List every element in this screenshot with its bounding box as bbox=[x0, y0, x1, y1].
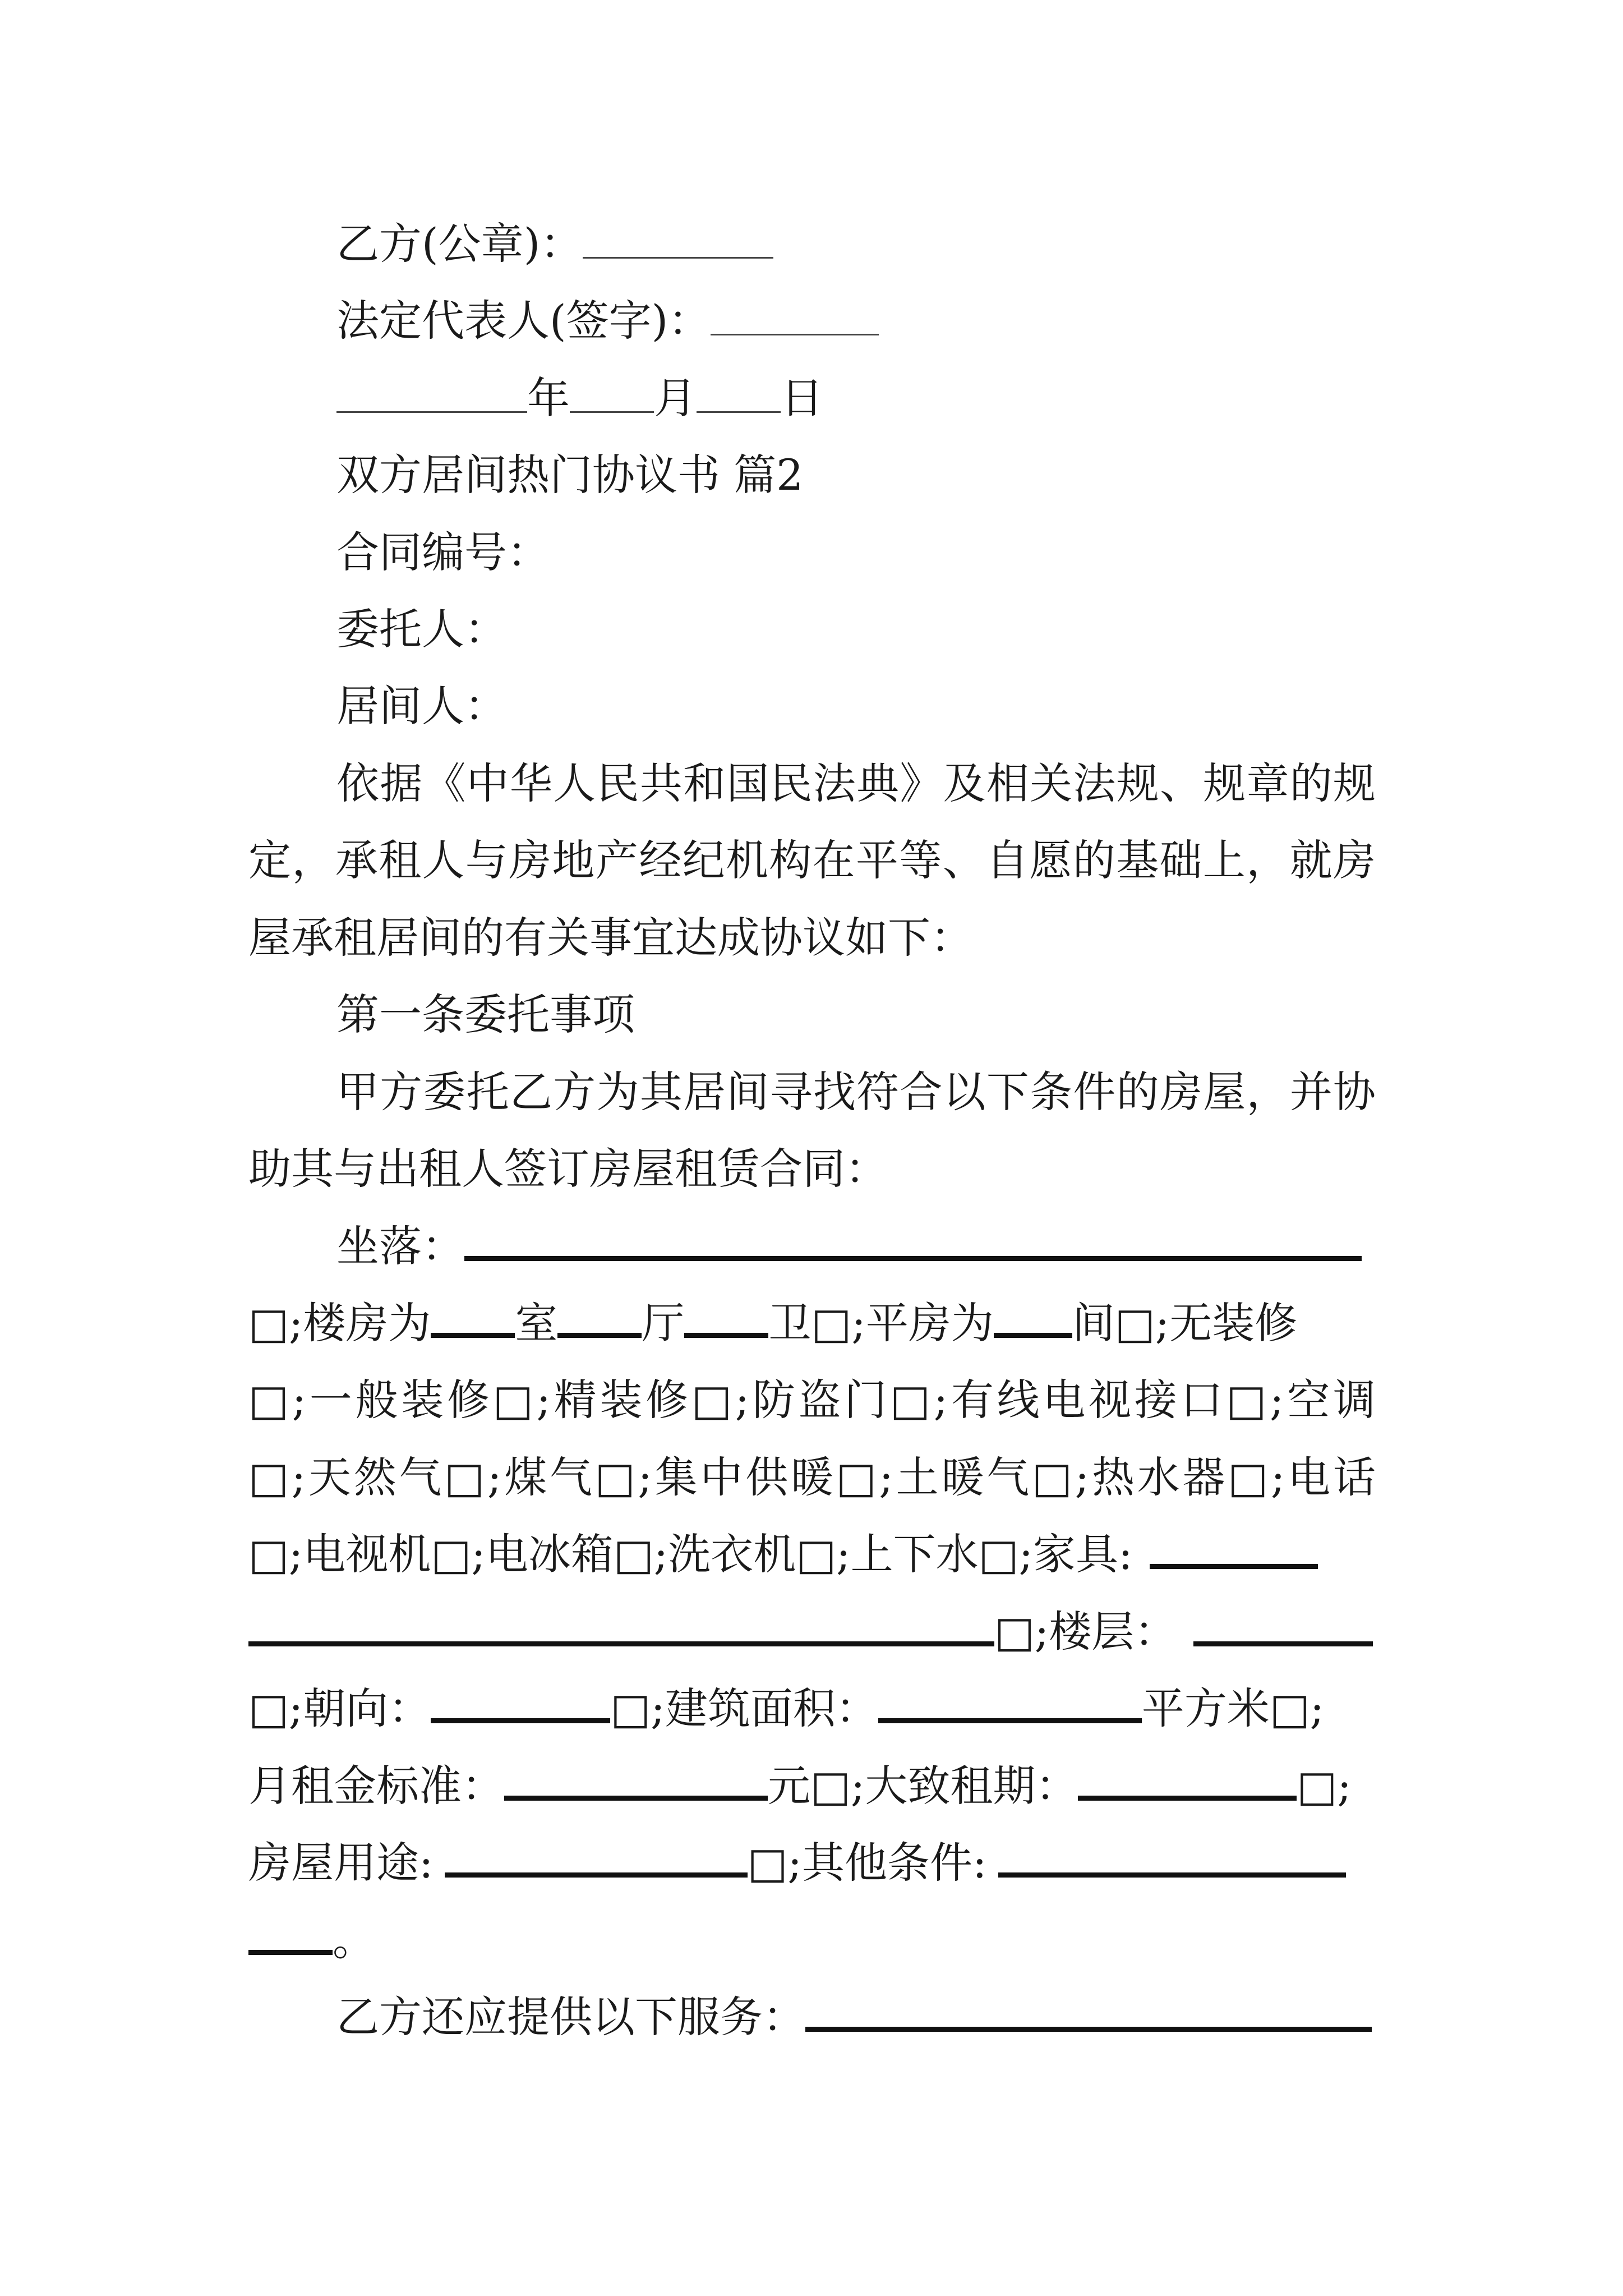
party-b-seal-line bbox=[336, 216, 1376, 272]
section-title: 双方居间热门协议书 篇2 bbox=[336, 450, 804, 500]
features-line-2: □;天然气□;煤气□;集中供暖□;土暖气□;热水器□;电话 bbox=[248, 1452, 1376, 1502]
month-blank bbox=[570, 376, 654, 413]
article1-intro-2: 助其与出租人签订房屋租赁合同： bbox=[248, 1144, 888, 1194]
location-label: 坐落： bbox=[336, 1221, 464, 1271]
hall-blank bbox=[557, 1300, 642, 1338]
use-label: 房屋用途: bbox=[248, 1838, 434, 1888]
hall-label: 厅 bbox=[642, 1298, 685, 1348]
services-blank bbox=[805, 1994, 1372, 2032]
location-line bbox=[336, 1218, 1376, 1274]
term-end: □; bbox=[1297, 1761, 1352, 1811]
year-blank bbox=[336, 376, 527, 413]
house-type-line bbox=[248, 1295, 1376, 1351]
signature-blank bbox=[711, 299, 879, 335]
area-label: □;建筑面积： bbox=[610, 1683, 878, 1733]
other-blank-cont bbox=[248, 1917, 333, 1955]
month-label: 月 bbox=[654, 373, 697, 423]
furniture-blank-cont bbox=[248, 1609, 994, 1646]
floor-line bbox=[248, 1604, 1376, 1660]
contract-number: 合同编号： bbox=[336, 527, 550, 577]
room-blank bbox=[431, 1300, 515, 1338]
features-line-1: □;一般装修□;精装修□;防盗门□;有线电视接口□;空调 bbox=[248, 1375, 1376, 1425]
building-label: ;楼房为 bbox=[288, 1298, 431, 1348]
bath-blank bbox=[684, 1300, 768, 1338]
legal-rep-line bbox=[336, 293, 1376, 349]
use-line bbox=[248, 1835, 1376, 1891]
floor-blank bbox=[1193, 1609, 1373, 1646]
article1-intro-1: 甲方委托乙方为其居间寻找符合以下条件的房屋，并协 bbox=[336, 1067, 1376, 1117]
use-blank bbox=[445, 1840, 748, 1878]
area-blank bbox=[878, 1686, 1142, 1723]
bungalow-label: 间□;无装修 bbox=[1072, 1298, 1298, 1348]
other-label: □;其他条件: bbox=[747, 1838, 987, 1888]
preamble-line-1: 依据《中华人民共和国民法典》及相关法规、规章的规 bbox=[336, 758, 1376, 808]
appliances-label: □;电视机□;电冰箱□;洗衣机□;上下水□;家具: bbox=[248, 1529, 1133, 1579]
seal-blank bbox=[583, 222, 773, 259]
client-label: 委托人： bbox=[336, 604, 507, 654]
article1-title: 第一条委托事项 bbox=[336, 990, 635, 1039]
rent-label: 月租金标准： bbox=[248, 1761, 504, 1811]
day-label: 日 bbox=[781, 373, 823, 423]
floor-label: □;楼层： bbox=[994, 1607, 1177, 1657]
period: 。 bbox=[333, 1915, 375, 1965]
services-label: 乙方还应提供以下服务： bbox=[336, 1992, 805, 2042]
date-line bbox=[336, 370, 1376, 426]
checkbox: □ bbox=[248, 1298, 289, 1348]
preamble-line-3: 屋承租居间的有关事宜达成协议如下： bbox=[248, 913, 973, 963]
legal-rep-label: 法定代表人(签字)： bbox=[336, 296, 711, 346]
party-b-seal-label: 乙方(公章)： bbox=[336, 219, 583, 269]
room-label: 室 bbox=[515, 1298, 558, 1348]
bungalow-blank bbox=[994, 1300, 1072, 1338]
rent-blank bbox=[504, 1763, 768, 1801]
furniture-blank bbox=[1150, 1531, 1318, 1569]
services-line bbox=[336, 1989, 1376, 2045]
other-blank bbox=[998, 1840, 1346, 1878]
location-blank bbox=[464, 1223, 1362, 1261]
features-line-3 bbox=[248, 1526, 1376, 1582]
orientation-blank bbox=[431, 1686, 610, 1723]
rent-unit: 元□;大致租期： bbox=[768, 1761, 1078, 1811]
intermediary-label: 居间人： bbox=[336, 681, 507, 731]
year-label: 年 bbox=[527, 373, 570, 423]
rent-line bbox=[248, 1758, 1376, 1814]
preamble-line-2: 定，承租人与房地产经纪机构在平等、自愿的基础上，就房 bbox=[248, 835, 1376, 885]
day-blank bbox=[697, 376, 781, 413]
orientation-line bbox=[248, 1681, 1376, 1737]
orientation-label: □;朝向： bbox=[248, 1683, 431, 1733]
term-blank bbox=[1078, 1763, 1297, 1801]
bath-label: 卫□;平房为 bbox=[768, 1298, 994, 1348]
area-unit: 平方米□; bbox=[1141, 1683, 1325, 1733]
other-cont-line bbox=[248, 1912, 1376, 1968]
